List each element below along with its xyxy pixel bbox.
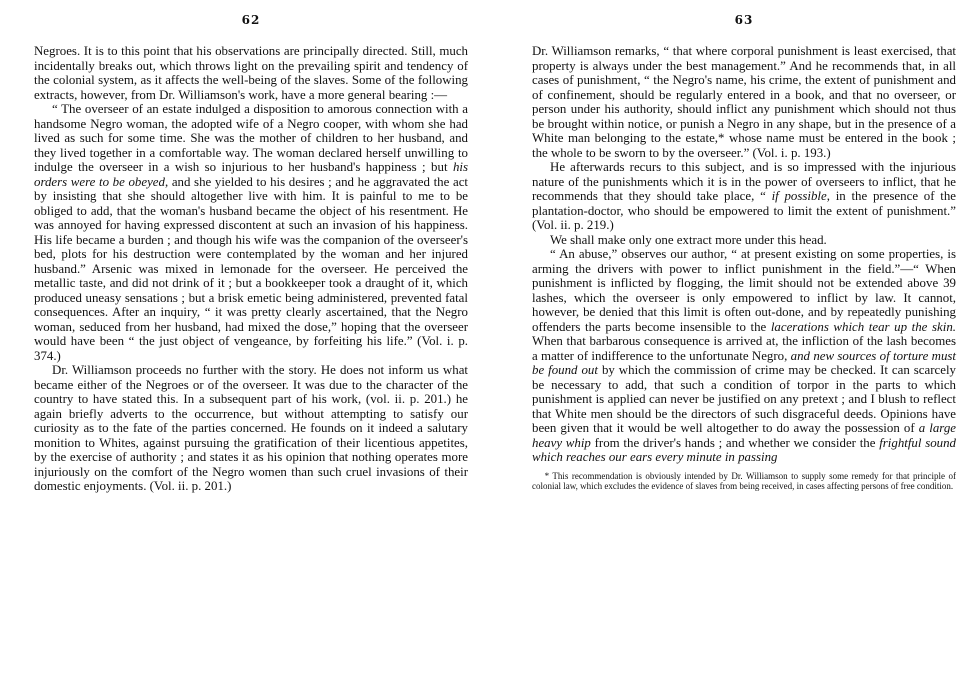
paragraph: He afterwards recurs to this subject, and is so impressed with the injurious nature of the punishments which it is in the power of overseers to inflict, that he recommends that they should take place, “ if possible, in the presence of the plantation-doctor, who should be empowered to limit the extent of punishment.” (Vol. ii. p. 219.) — [532, 160, 957, 232]
paragraph: Negroes. It is to this point that his observations are principally directed. Still, much incidentally breaks out, which throws light on the prevailing spirit and tendency of the colonial system, as it affects the well-being of the slaves. Some of the following extracts, however, from Dr. Williamson's work, have a more general bearing :— — [34, 44, 468, 102]
italic-text: a large heavy whip — [532, 421, 956, 450]
italic-text: frightful sound which reaches our ears every minute in passing — [532, 435, 957, 464]
right-page — [490, 0, 980, 698]
paragraph: We shall make only one extract more under this head. — [550, 232, 827, 247]
page-number: 62 — [241, 13, 261, 27]
paragraph: Dr. Williamson remarks, “ that where corporal punishment is least exercised, that property is always under the best management.” And he recommends that, in all cases of punishment, “ the Negro's name, his crime, the extent of punishment and of confinement, should be regularly entered in a book, and that no overseer, or person under his authority, should inflict any punishment which should not thus be brought within notice, or punish a Negro in any shape, but in the presence of a White man belonging to the estate,* whose name must be entered in the book ; the whole to be sworn to by the overseer.” (Vol. i. p. 193.) — [532, 44, 956, 160]
page-number: 63 — [734, 13, 754, 27]
italic-text: and new sources of torture must be found out — [532, 348, 957, 377]
italic-text: his orders were to be obeyed — [34, 160, 468, 189]
paragraph: Dr. Williamson proceeds no further with the story. He does not inform us what became either of the Negroes or of the overseer. It was due to the character of the country to have stated this. In a subsequent part of his work, (vol. ii. p. 201.) he again briefly adverts to the occurrence, but without attempting to satisfy our curiosity as to the fate of the parties concerned. He founds on it indeed a salutary monition to Whites, against pursuing the gratification of their licentious appetites, by the exercise of authority ; and states it as his opinion that nothing operates more injuriously on the comfort of the Negro women than such cruel invasions of their domestic enjoyments. (Vol. ii. p. 201.) — [34, 363, 468, 493]
paragraph: “ The overseer of an estate indulged a disposition to amorous connection with a handsome Negro woman, the adopted wife of a Negro cooper, with whom she had lived as such for some time. She was the mother of children to her husband, and they lived together in a comfortable way. The woman declared herself unwilling to indulge the overseer in a wish so injurious to her husband's happiness ; but his orders were to be obeyed, and she yielded to his desires ; and he aggravated the act by insisting that she should altogether live with him. It is painful to me to be obliged to add, that the woman's husband became the object of his resentment. He was annoyed for having expressed discontent at such an invasion of his happiness. His life became a burden ; and though his wife was the companion of the overseer's bed, plots for his destruction were contemplated by the woman and her injured husband.” Arsenic was mixed in lemonade for the overseer. He perceived the metallic taste, and did not drink of it ; but a bookkeeper took a draught of it, which produced uneasy sensations ; but a brisk emetic being administered, prevented fatal consequences. After an inquiry, “ it was pretty clearly ascertained, that the Negro woman, seduced from her husband, had mixed the dose,” hoping that the overseer would have been “ the just object of vengeance, by forfeiting his life.” (Vol. i. p. 374.) — [34, 102, 468, 363]
paragraph: “ An abuse,” observes our author, “ at present existing on some properties, is arming the drivers with power to inflict punishment in the field.”—“ When punishment is inflicted by flogging, the limit should not be extended above 39 lashes, which the overseer is only empowered to inflict by law. It cannot, however, be denied that this limit is often out-done, and by repeatedly punishing offenders the parts become insensible to the lacerations which tear up the skin. When that barbarous consequence is arrived at, the infliction of the lash becomes a matter of indifference to the unfortunate Negro, and new sources of torture must be found out by which the commission of crime may be checked. It can scarcely be necessary to add, that such a condition of torpor in the parts to which punishment is applied can never be justified on any pretext ; and I blush to reflect that White men should be the directors of such disgraceful deeds. Opinions have been given that it would be well altogether to do away the possession of a large heavy whip from the driver's hands ; and whether we consider the frightful sound which reaches our ears every minute in passing — [532, 247, 957, 464]
page-body — [34, 44, 468, 494]
page-body — [532, 44, 956, 465]
italic-text: if possible — [771, 189, 827, 203]
italic-text: lacerations which tear up the skin. — [770, 319, 956, 334]
footnote: * This recommendation is obviously intended by Dr. Williamson to supply some remedy for that principle of colonial law, which excludes the evidence of slaves from being received, in cases affecting persons of free condition. — [532, 470, 956, 491]
